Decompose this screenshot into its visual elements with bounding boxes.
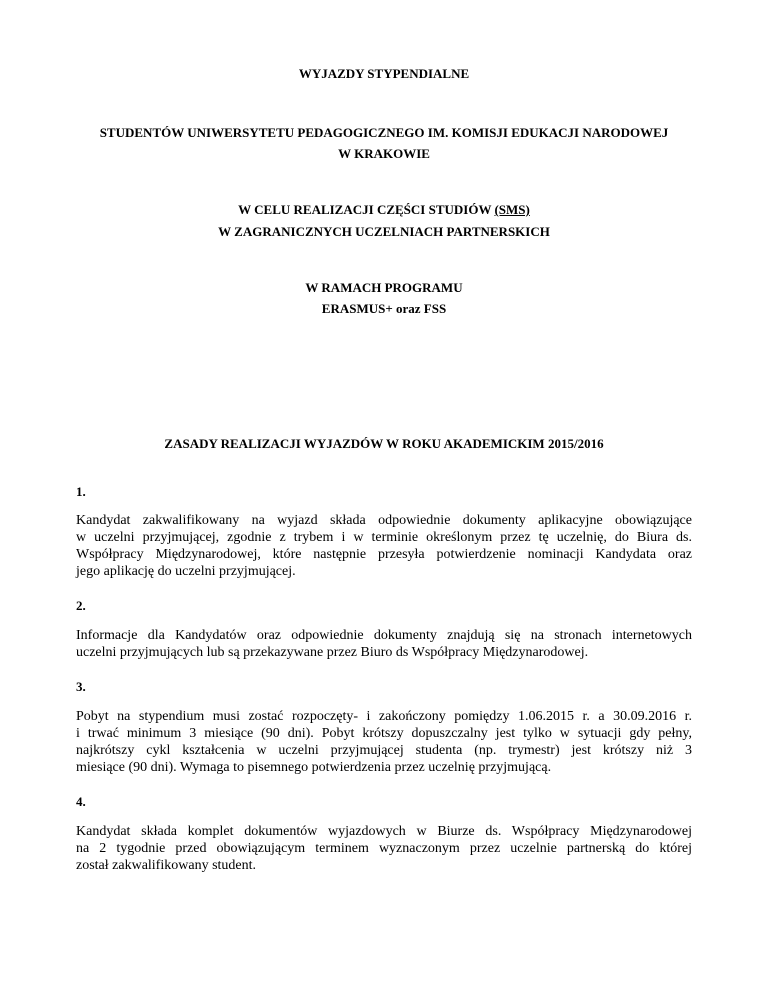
document-subtitle: ZASADY REALIZACJI WYJAZDÓW W ROKU AKADEMICKIM 2015/2016 bbox=[164, 436, 604, 451]
header-sms-abbreviation: (SMS) bbox=[494, 202, 530, 217]
text-line: w uczelni przyjmującej, zgodnie z trybem i w terminie określonym przez tę uczelnię, do Biura ds. bbox=[76, 530, 692, 545]
section-1-number: 1. bbox=[76, 484, 86, 499]
header-program-name: ERASMUS+ oraz FSS bbox=[321, 301, 447, 316]
text-line: Kandydat składa komplet dokumentów wyjazdowych w Biurze ds. Współpracy Międzynarodowej bbox=[76, 824, 692, 839]
text-line: na 2 tygodnie przed obowiązującym terminem wyznaczonym przez uczelnie partnerską do której bbox=[76, 841, 692, 856]
document-title: WYJAZDY STYPENDIALNE bbox=[298, 66, 470, 81]
text-line: uczelni przyjmujących lub są przekazywane przez Biuro ds Współpracy Międzynarodowej. bbox=[76, 645, 589, 660]
header-program-label: W RAMACH PROGRAMU bbox=[305, 280, 463, 295]
section-1-text bbox=[76, 512, 692, 580]
section-4-number: 4. bbox=[76, 794, 86, 809]
section-4-text bbox=[76, 823, 692, 874]
text-line: jego aplikację do uczelni przyjmującej. bbox=[76, 564, 296, 579]
header-purpose-text: W CELU REALIZACJI CZĘŚCI STUDIÓW bbox=[238, 202, 495, 217]
text-line: Współpracy Międzynarodowej, które następnie przesyła potwierdzenie nominacji Kandydata oraz bbox=[76, 547, 692, 562]
section-2-number: 2. bbox=[76, 598, 86, 613]
text-line: został zakwalifikowany student. bbox=[76, 858, 257, 873]
text-line: miesiące (90 dni). Wymaga to pisemnego potwierdzenia przez uczelnię przyjmującą. bbox=[76, 760, 552, 775]
header-university-name: STUDENTÓW UNIWERSYTETU PEDAGOGICZNEGO IM. KOMISJI EDUKACJI NARODOWEJ bbox=[99, 125, 669, 140]
text-line: Pobyt na stypendium musi zostać rozpoczęty- i zakończony pomiędzy 1.06.2015 r. a 30.09.2016 r. bbox=[76, 709, 692, 724]
header-purpose-line bbox=[0, 200, 768, 220]
section-3-text bbox=[76, 708, 692, 776]
text-line: najkrótszy cykl kształcenia w uczelni przyjmującej studenta (np. trymestr) jest krótszy niż 3 bbox=[76, 743, 692, 758]
text-line: Informacje dla Kandydatów oraz odpowiednie dokumenty znajdują się na stronach internetowych bbox=[76, 628, 692, 643]
text-line: Kandydat zakwalifikowany na wyjazd składa odpowiednie dokumenty aplikacyjne obowiązujące bbox=[76, 513, 692, 528]
section-3-number: 3. bbox=[76, 679, 86, 694]
section-2-text bbox=[76, 627, 692, 661]
header-city: W KRAKOWIE bbox=[338, 146, 430, 161]
header-partner-universities: W ZAGRANICZNYCH UCZELNIACH PARTNERSKICH bbox=[218, 224, 550, 239]
text-line: i trwać minimum 3 miesiące (90 dni). Pobyt krótszy dopuszczalny jest tylko w sytuacji gdy pełny, bbox=[76, 726, 692, 741]
